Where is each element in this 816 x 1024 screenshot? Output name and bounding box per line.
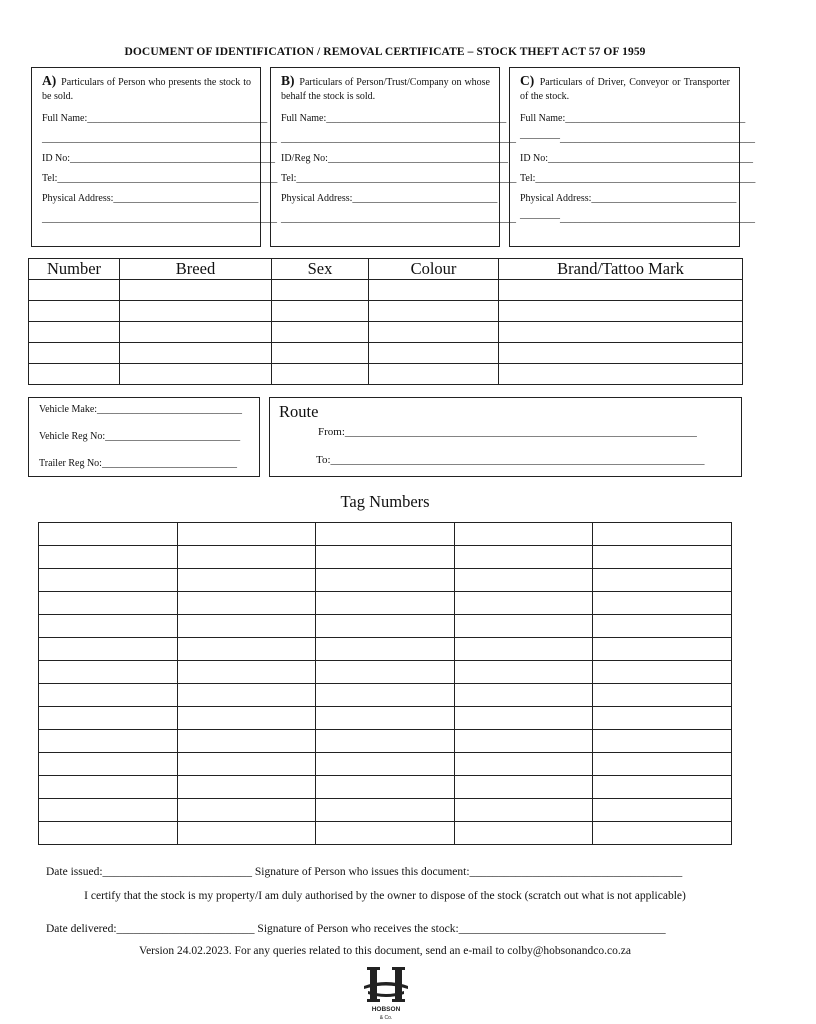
hobson-logo-icon [360,964,412,1022]
table-cell[interactable] [272,364,369,385]
tag-cell[interactable] [454,638,593,661]
table-cell[interactable] [272,322,369,343]
table-row [29,301,743,322]
tag-cell[interactable] [39,776,178,799]
table-cell[interactable] [120,280,272,301]
tag-cell[interactable] [177,661,316,684]
section-a-box [31,67,278,247]
table-cell[interactable] [369,301,499,322]
column-header-colour: Colour [369,259,499,280]
section-b-address-field[interactable]: Physical Address:_____________________________ [281,193,498,204]
section-a-blank-line-1[interactable]: _______________________________________________ [42,133,277,144]
tag-cell[interactable] [593,776,732,799]
section-a-tel-field[interactable]: Tel:____________________________________________ [42,173,278,184]
tag-cell[interactable] [316,707,455,730]
tag-cell[interactable] [316,822,455,845]
tag-cell[interactable] [454,684,593,707]
tag-cell[interactable] [39,638,178,661]
tag-cell[interactable] [593,684,732,707]
version-notice: Version 24.02.2023. For any queries related to this document, send an e-mail to colby@hobsonandco.co.za [139,945,631,957]
section-c-id-field[interactable]: ID No:_________________________________________ [520,153,754,164]
table-cell[interactable] [369,322,499,343]
tag-cell[interactable] [316,753,455,776]
section-b-blank-line-1[interactable]: _______________________________________________ [281,133,516,144]
tag-numbers-title: Tag Numbers [340,492,430,511]
tag-cell[interactable] [593,523,732,546]
section-b-id-reg-field[interactable]: ID/Reg No:____________________________________ [281,153,508,164]
section-a-id-field[interactable]: ID No:_________________________________________ [42,153,276,164]
tag-cell[interactable] [593,730,732,753]
table-cell[interactable] [29,364,120,385]
route-title: Route [279,402,319,421]
tag-cell[interactable] [177,822,316,845]
vehicle-reg-field[interactable]: Vehicle Reg No:___________________________ [39,431,241,442]
table-cell[interactable] [29,322,120,343]
tag-cell[interactable] [177,592,316,615]
tag-cell[interactable] [316,638,455,661]
tag-cell[interactable] [177,569,316,592]
tag-cell[interactable] [177,707,316,730]
tag-cell[interactable] [454,822,593,845]
section-a-full-name-field[interactable]: Full Name:____________________________________ [42,113,268,124]
column-header-brand-tattoo-mark: Brand/Tattoo Mark [499,259,743,280]
tag-cell[interactable] [454,753,593,776]
document-title: DOCUMENT OF IDENTIFICATION / REMOVAL CERTIFICATE – STOCK THEFT ACT 57 OF 1959 [124,46,646,58]
table-cell[interactable] [29,301,120,322]
section-c-heading [520,74,730,104]
tag-cell[interactable] [39,684,178,707]
tag-numbers-table [38,522,732,845]
tag-cell[interactable] [316,799,455,822]
section-c-tel-field[interactable]: Tel:____________________________________________ [520,173,756,184]
tag-cell[interactable] [39,592,178,615]
table-cell[interactable] [272,343,369,364]
table-cell[interactable] [499,301,743,322]
section-b-full-name-field[interactable]: Full Name:____________________________________ [281,113,507,124]
table-cell[interactable] [272,301,369,322]
section-b-tel-field[interactable]: Tel:____________________________________________ [281,173,517,184]
tag-cell[interactable] [593,799,732,822]
tag-cell[interactable] [316,546,455,569]
tag-cell[interactable] [39,822,178,845]
section-b-letter: B) [281,73,295,88]
route-from-field[interactable]: From:________________________________________________________________ [318,426,697,438]
tag-cell[interactable] [39,523,178,546]
tag-cell[interactable] [454,615,593,638]
section-b-heading-text: Particulars of Person/Trust/Company on whose behalf the stock is sold. [281,77,490,102]
table-row [39,776,732,799]
table-cell[interactable] [369,343,499,364]
trailer-reg-field[interactable]: Trailer Reg No:___________________________ [39,458,237,469]
tag-cell[interactable] [39,730,178,753]
tag-cell[interactable] [454,730,593,753]
column-header-breed: Breed [120,259,272,280]
table-row [39,592,732,615]
table-cell[interactable] [120,301,272,322]
tag-cell[interactable] [39,661,178,684]
section-b-blank-line-2[interactable]: _______________________________________________ [281,213,516,224]
section-b-box [270,67,517,247]
vehicle-make-field[interactable]: Vehicle Make:_____________________________ [39,404,243,415]
tag-cell[interactable] [593,822,732,845]
tag-cell[interactable] [177,684,316,707]
table-row [29,280,743,301]
logo-wordmark: HOBSON [371,1006,401,1013]
table-row [39,707,732,730]
section-a-address-field[interactable]: Physical Address:_____________________________ [42,193,259,204]
tag-cell[interactable] [39,799,178,822]
section-c-box [509,67,756,247]
tag-cell[interactable] [177,638,316,661]
section-a-heading [42,74,251,104]
tag-cell[interactable] [39,753,178,776]
table-cell[interactable] [369,364,499,385]
tag-cell[interactable] [593,615,732,638]
section-b-heading [281,74,490,104]
section-c-blank-line-2[interactable]: ————_______________________________________ [520,213,755,224]
table-row [39,684,732,707]
tag-cell[interactable] [177,776,316,799]
table-row [29,322,743,343]
table-row [39,822,732,845]
tag-cell[interactable] [454,546,593,569]
section-a-letter: A) [42,73,57,88]
vehicle-box [28,397,260,477]
stock-table [28,258,743,385]
table-cell[interactable] [29,343,120,364]
table-cell[interactable] [369,280,499,301]
tag-cell[interactable] [39,615,178,638]
section-c-heading-text: Particulars of Driver, Conveyor or Transporter of the stock. [520,77,730,102]
tag-cell[interactable] [454,776,593,799]
table-row [29,364,743,385]
tag-cell[interactable] [316,615,455,638]
table-cell[interactable] [499,322,743,343]
tag-cell[interactable] [177,523,316,546]
tag-cell[interactable] [593,753,732,776]
tag-cell[interactable] [177,615,316,638]
tag-cell[interactable] [593,569,732,592]
tag-cell[interactable] [316,592,455,615]
tag-cell[interactable] [593,707,732,730]
date-delivered-signature-line[interactable]: Date delivered:________________________ Signature of Person who receives the stock:____________________________________ [46,923,666,935]
tag-cell[interactable] [454,799,593,822]
table-cell[interactable] [120,322,272,343]
table-cell[interactable] [499,364,743,385]
table-row [39,569,732,592]
table-cell[interactable] [120,343,272,364]
table-cell[interactable] [499,280,743,301]
tag-cell[interactable] [593,546,732,569]
table-row [39,730,732,753]
tag-cell[interactable] [316,776,455,799]
column-header-sex: Sex [272,259,369,280]
tag-cell[interactable] [39,569,178,592]
table-row [39,661,732,684]
tag-cell[interactable] [177,730,316,753]
route-to-field[interactable]: To:____________________________________________________________________ [316,454,705,466]
table-row [39,799,732,822]
tag-cell[interactable] [454,661,593,684]
table-row [39,753,732,776]
tag-cell[interactable] [316,523,455,546]
tag-cell[interactable] [177,546,316,569]
tag-cell[interactable] [316,569,455,592]
tag-cell[interactable] [593,638,732,661]
table-row [39,523,732,546]
route-box [269,397,742,477]
section-c-blank-line-1[interactable]: ————_______________________________________ [520,133,755,144]
column-header-number: Number [29,259,120,280]
section-a-blank-line-2[interactable]: _______________________________________________ [42,213,277,224]
table-row [29,343,743,364]
tag-cell[interactable] [39,546,178,569]
table-cell[interactable] [499,343,743,364]
table-row [39,638,732,661]
tag-cell[interactable] [454,592,593,615]
table-row [39,546,732,569]
section-c-full-name-field[interactable]: Full Name:____________________________________ [520,113,746,124]
tag-cell[interactable] [593,592,732,615]
date-issued-signature-line[interactable]: Date issued:__________________________ Signature of Person who issues this document:_____________________________________ [46,866,683,878]
stock-table-header-row [29,259,743,280]
tag-cell[interactable] [316,661,455,684]
tag-cell[interactable] [177,799,316,822]
certification-statement: I certify that the stock is my property/I am duly authorised by the owner to dispose of the stock (scratch out what is not applicable) [84,890,686,902]
table-cell[interactable] [272,280,369,301]
tag-cell[interactable] [454,523,593,546]
tag-cell[interactable] [454,569,593,592]
tag-cell[interactable] [454,707,593,730]
tag-cell[interactable] [39,707,178,730]
tag-cell[interactable] [316,684,455,707]
section-c-letter: C) [520,73,535,88]
section-c-address-field[interactable]: Physical Address:_____________________________ [520,193,737,204]
tag-cell[interactable] [593,661,732,684]
tag-cell[interactable] [316,730,455,753]
tag-cell[interactable] [177,753,316,776]
logo-subtext: & Co. [379,1015,393,1021]
section-a-heading-text: Particulars of Person who presents the stock to be sold. [42,77,251,102]
table-cell[interactable] [29,280,120,301]
table-cell[interactable] [120,364,272,385]
table-row [39,615,732,638]
